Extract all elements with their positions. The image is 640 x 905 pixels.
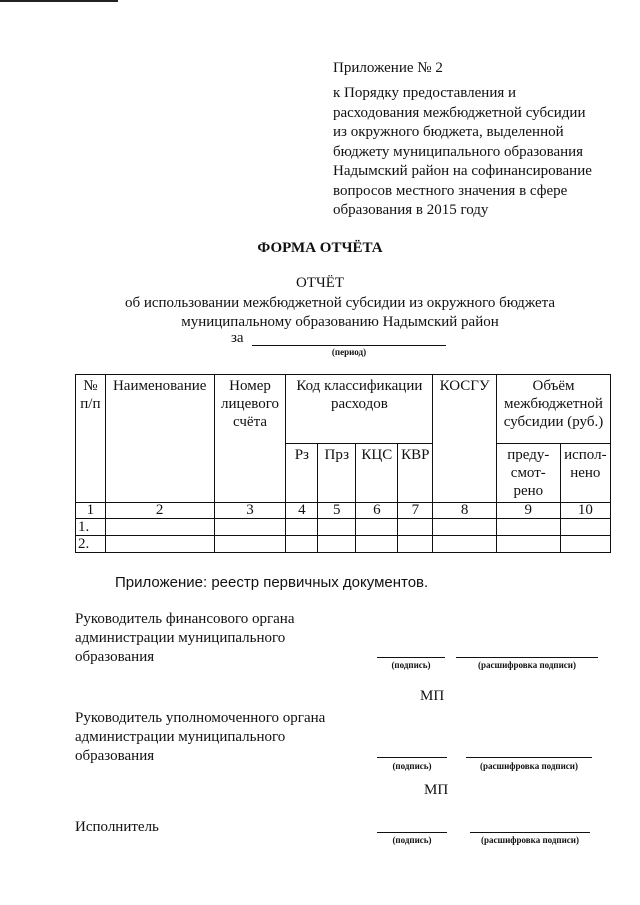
column-number: 4 <box>286 503 318 519</box>
signature-line[interactable] <box>377 657 445 658</box>
appendix-description <box>333 84 633 221</box>
appendix-line: бюджету муниципального образования <box>333 143 584 160</box>
form-title: ФОРМА ОТЧЁТА <box>257 240 383 256</box>
table-row <box>76 519 611 536</box>
appendix-note: Приложение: реестр первичных документов. <box>115 574 429 591</box>
signature-decode-caption: (расшифровка подписи) <box>481 835 579 845</box>
row-cell[interactable] <box>318 536 356 553</box>
column-numbers-row <box>76 503 611 519</box>
appendix-line: расходования межбюджетной субсидии <box>333 104 586 121</box>
row-cell[interactable] <box>560 519 610 536</box>
appendix-line: к Порядку предоставления и <box>333 85 517 101</box>
column-number: 10 <box>560 503 610 519</box>
report-subtitle-line1: об использовании межбюджетной субсидии из окружного бюджета <box>124 295 556 311</box>
signatory-executor-label: Исполнитель <box>75 819 159 835</box>
column-number: 3 <box>214 503 286 519</box>
report-subtitle-line2: муниципальному образованию Надымский район <box>181 314 499 330</box>
stamp-mark: МП <box>420 688 445 704</box>
header-executed: испол-нено <box>560 444 610 503</box>
signature-caption: (подпись) <box>391 660 431 670</box>
stamp-mark: МП <box>424 782 449 798</box>
column-number: 7 <box>398 503 433 519</box>
row-cell[interactable] <box>105 519 214 536</box>
row-cell[interactable] <box>496 536 560 553</box>
table-row <box>76 536 611 553</box>
signature-caption: (подпись) <box>392 761 432 771</box>
appendix-line: вопросов местного значения в сфере <box>333 182 568 199</box>
top-rule <box>0 0 118 2</box>
signatory-authorized-label: Руководитель уполномоченного органа администрации муниципального образования <box>75 710 326 764</box>
header-code-group: Код классификации расходов <box>286 375 433 444</box>
row-number: 2. <box>76 536 106 553</box>
signature-decode-caption: (расшифровка подписи) <box>478 660 576 670</box>
row-cell[interactable] <box>214 519 286 536</box>
signature-decode-line[interactable] <box>456 657 598 658</box>
row-cell[interactable] <box>560 536 610 553</box>
row-cell[interactable] <box>214 536 286 553</box>
appendix-line: Надымский район на софинансирование <box>333 163 592 179</box>
row-cell[interactable] <box>286 536 318 553</box>
row-cell[interactable] <box>398 536 433 553</box>
signature-line[interactable] <box>377 832 447 833</box>
row-cell[interactable] <box>286 519 318 536</box>
column-number: 9 <box>496 503 560 519</box>
appendix-line: из окружного бюджета, выделенной <box>333 124 564 140</box>
signature-decode-caption: (расшифровка подписи) <box>480 761 578 771</box>
header-kvr: КВР <box>398 444 433 503</box>
signature-decode-line[interactable] <box>470 832 590 833</box>
column-number: 1 <box>76 503 106 519</box>
period-field-line[interactable] <box>252 345 446 346</box>
row-cell[interactable] <box>356 519 398 536</box>
row-cell[interactable] <box>105 536 214 553</box>
row-cell[interactable] <box>433 519 497 536</box>
header-prz: Прз <box>318 444 356 503</box>
header-volume-group: Объём межбюджетной субсидии (руб.) <box>496 375 610 444</box>
header-planned: преду-смот-рено <box>496 444 560 503</box>
period-caption: (период) <box>331 347 367 357</box>
signature-decode-line[interactable] <box>466 757 592 758</box>
row-number: 1. <box>76 519 106 536</box>
row-cell[interactable] <box>433 536 497 553</box>
column-number: 8 <box>433 503 497 519</box>
header-name: Наименование <box>105 375 214 503</box>
signature-caption: (подпись) <box>392 835 432 845</box>
appendix-line: образования в 2015 году <box>333 202 489 218</box>
appendix-number: Приложение № 2 <box>333 60 443 76</box>
row-cell[interactable] <box>496 519 560 536</box>
column-number: 5 <box>318 503 356 519</box>
report-title: ОТЧЁТ <box>295 275 345 291</box>
row-cell[interactable] <box>318 519 356 536</box>
report-subtitle <box>0 294 640 332</box>
header-kcs: КЦС <box>356 444 398 503</box>
signature-line[interactable] <box>377 757 447 758</box>
signatory-finance-label: Руководитель финансового органа администрации муниципального образования <box>75 611 295 665</box>
row-cell[interactable] <box>356 536 398 553</box>
header-kosgu: КОСГУ <box>433 375 497 503</box>
column-number: 6 <box>356 503 398 519</box>
header-account: Номер лицевого счёта <box>214 375 286 503</box>
header-num: № п/п <box>76 375 106 503</box>
report-table <box>75 374 611 553</box>
row-cell[interactable] <box>398 519 433 536</box>
header-rz: Рз <box>286 444 318 503</box>
column-number: 2 <box>105 503 214 519</box>
period-prefix: за <box>231 330 244 346</box>
